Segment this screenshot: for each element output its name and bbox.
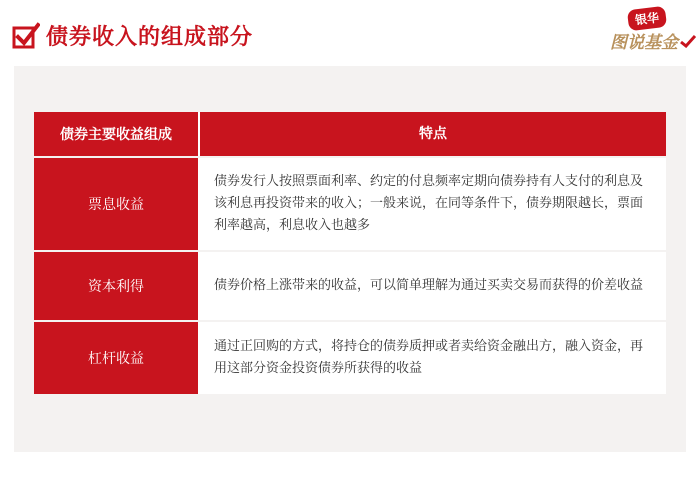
header bbox=[0, 0, 700, 62]
table-header-cell: 特点 bbox=[200, 112, 666, 156]
row-name-cell: 资本利得 bbox=[34, 252, 200, 320]
table-row bbox=[34, 322, 666, 394]
table-header-row bbox=[34, 112, 666, 156]
table-header-cell: 债券主要收益组成 bbox=[34, 112, 200, 156]
row-desc-cell: 债券价格上涨带来的收益，可以简单理解为通过买卖交易而获得的价差收益 bbox=[200, 252, 666, 320]
row-desc-cell: 通过正回购的方式，将持仓的债券质押或者卖给资金融出方，融入资金，再用这部分资金投资债券所获得的收益 bbox=[200, 322, 666, 394]
brand-logo bbox=[604, 2, 696, 56]
table-row bbox=[34, 158, 666, 250]
checkbox-check-icon bbox=[12, 22, 40, 50]
row-name-cell: 票息收益 bbox=[34, 158, 200, 250]
table-row bbox=[34, 252, 666, 320]
income-table bbox=[34, 112, 666, 394]
logo-badge: 银华 bbox=[627, 6, 667, 31]
row-name-cell: 杠杆收益 bbox=[34, 322, 200, 394]
logo-text: 图说基金 bbox=[610, 33, 678, 53]
row-desc-cell: 债券发行人按照票面利率、约定的付息频率定期向债券持有人支付的利息及该利息再投资带来的收入；一般来说，在同等条件下，债券期限越长，票面利率越高，利息收入也越多 bbox=[200, 158, 666, 250]
page-title: 债券收入的组成部分 bbox=[46, 25, 254, 50]
check-icon bbox=[680, 34, 696, 48]
